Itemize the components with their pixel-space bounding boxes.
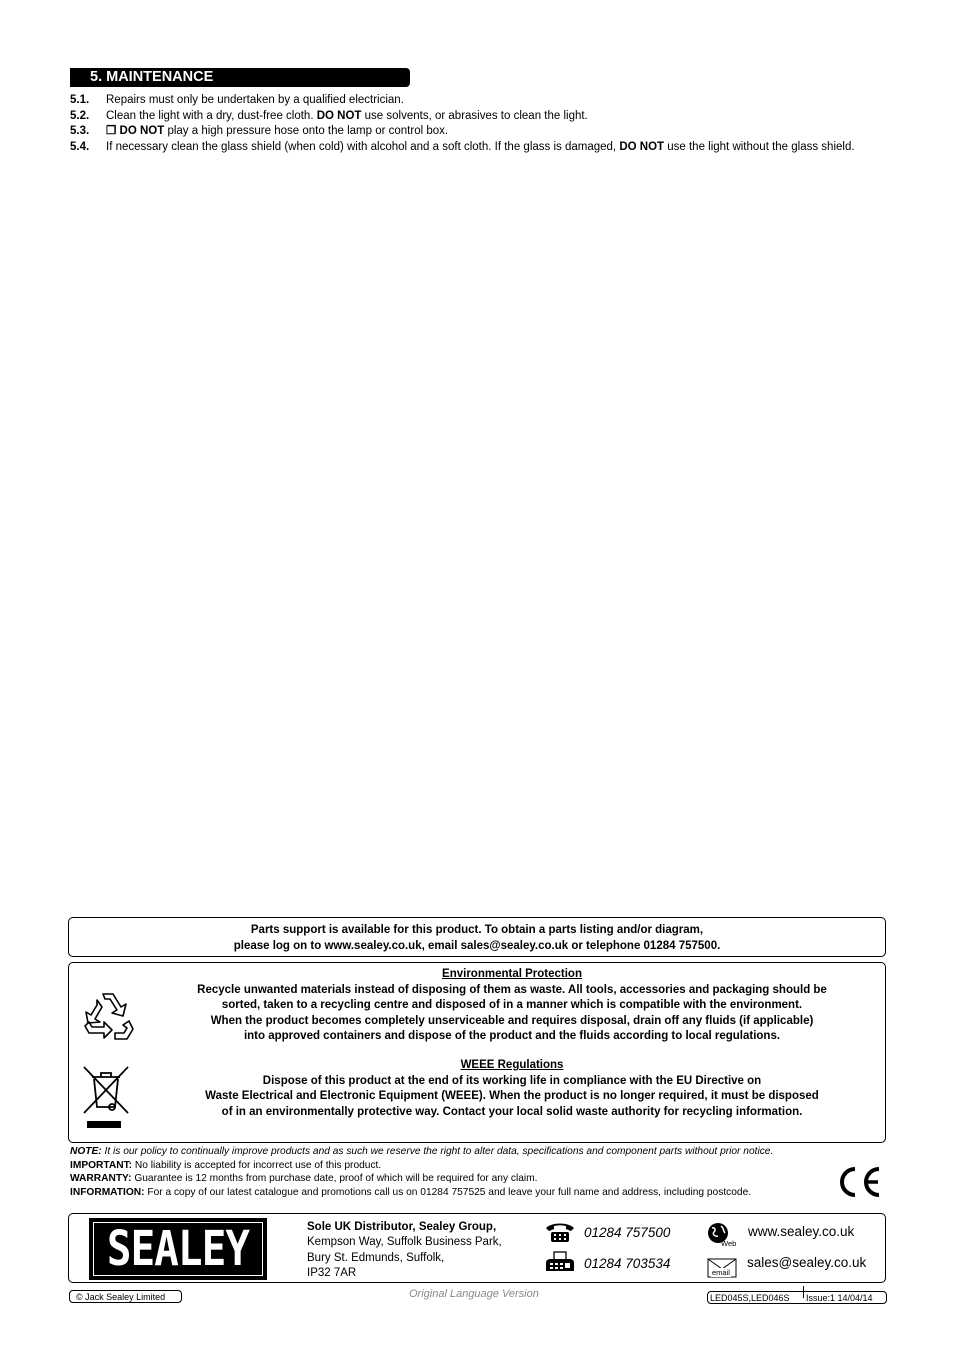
note-text: No liability is accepted for incorrect use of this product. bbox=[132, 1159, 382, 1171]
item-text-bold: DO NOT bbox=[619, 140, 665, 153]
note-label: INFORMATION: bbox=[70, 1186, 145, 1198]
fax-number: 01284 703534 bbox=[584, 1256, 671, 1271]
parts-support-box bbox=[68, 917, 886, 957]
address-line: IP32 7AR bbox=[307, 1266, 357, 1279]
distributor-name: Sole UK Distributor, Sealey Group, bbox=[307, 1221, 497, 1233]
box-glyph-icon: ❒ bbox=[106, 125, 117, 137]
note-line bbox=[70, 1186, 840, 1200]
environment-box bbox=[68, 962, 886, 1143]
weee-line: of in an environmentally protective way. Contact your local solid waste authority for recycling information. bbox=[221, 1105, 803, 1118]
maintenance-list bbox=[70, 93, 885, 155]
language-version: Original Language Version bbox=[409, 1288, 539, 1300]
web-icon-label: Web bbox=[721, 1239, 737, 1248]
item-text-part: play a high pressure hose onto the lamp or control box. bbox=[164, 125, 449, 137]
note-label: IMPORTANT: bbox=[70, 1159, 133, 1171]
website-link[interactable]: www.sealey.co.uk bbox=[748, 1224, 855, 1239]
item-text-part: Clean the light with a dry, dust-free cloth. bbox=[106, 109, 317, 122]
note-line bbox=[70, 1159, 840, 1173]
item-text bbox=[106, 124, 885, 140]
email-icon-label: email bbox=[712, 1268, 730, 1277]
item-text-part: If necessary clean the glass shield (when cold) with alcohol and a soft cloth. If the glass is damaged, bbox=[106, 140, 620, 153]
item-text-bold: DO NOT bbox=[316, 109, 362, 122]
parts-support-line: please log on to www.sealey.co.uk, email sales@sealey.co.uk or telephone 01284 757500. bbox=[233, 939, 721, 952]
list-item bbox=[70, 124, 885, 140]
logo-text: SEALEY bbox=[106, 1221, 250, 1277]
list-item bbox=[70, 140, 885, 156]
environment-text bbox=[147, 967, 877, 1045]
item-text-part: use solvents, or abrasives to clean the light. bbox=[361, 109, 588, 122]
sealey-logo bbox=[89, 1218, 267, 1280]
item-text-part: use the light without the glass shield. bbox=[664, 140, 855, 153]
environment-line: into approved containers and dispose of the product and the fluids according to local regulations. bbox=[243, 1030, 781, 1042]
weee-line: Waste Electrical and Electronic Equipment (WEEE). When the product is no longer required, it must be disposed bbox=[205, 1090, 819, 1102]
parts-support-line: Parts support is available for this product. To obtain a parts listing and/or diagram, bbox=[250, 924, 704, 936]
environment-line: When the product becomes completely unserviceable and requires disposal, drain off any fluids (if applicable) bbox=[210, 1014, 814, 1027]
copyright: © Jack Sealey Limited bbox=[69, 1290, 182, 1303]
note-label: WARRANTY: bbox=[70, 1173, 132, 1184]
item-number: 5.3. bbox=[70, 125, 90, 137]
item-number: 5.2. bbox=[70, 109, 90, 122]
ce-mark-icon bbox=[836, 1164, 882, 1200]
email-link[interactable]: sales@sealey.co.uk bbox=[747, 1255, 867, 1270]
weee-text bbox=[147, 1058, 877, 1120]
environment-title: Environmental Protection bbox=[442, 968, 582, 980]
note-text: For a copy of our latest catalogue and promotions call us on 01284 757525 and leave your full name and address, including postcode. bbox=[144, 1186, 752, 1198]
item-text bbox=[106, 109, 885, 125]
model-number: LED045S,LED046S bbox=[710, 1293, 790, 1303]
address-line: Kempson Way, Suffolk Business Park, bbox=[307, 1236, 502, 1249]
item-number: 5.4. bbox=[70, 140, 90, 153]
phone-number: 01284 757500 bbox=[584, 1225, 671, 1240]
item-text bbox=[106, 140, 885, 156]
distributor-address bbox=[307, 1220, 502, 1281]
issue-info: Issue:1 14/04/14 bbox=[806, 1293, 873, 1303]
weee-line: Dispose of this product at the end of its working life in compliance with the EU Directive on bbox=[262, 1074, 762, 1087]
item-text-bold: DO NOT bbox=[119, 125, 165, 137]
divider bbox=[803, 1286, 804, 1298]
telephone-icon bbox=[544, 1221, 576, 1243]
address-line: Bury St. Edmunds, Suffolk, bbox=[307, 1251, 445, 1264]
fax-icon bbox=[544, 1251, 576, 1273]
item-text: Repairs must only be undertaken by a qualified electrician. bbox=[106, 94, 404, 106]
note-label: NOTE: bbox=[70, 1146, 102, 1157]
list-item bbox=[70, 109, 885, 125]
model-issue-box bbox=[707, 1291, 887, 1304]
notes-block bbox=[70, 1145, 840, 1199]
note-line bbox=[70, 1172, 840, 1186]
weee-bin-icon bbox=[81, 1063, 131, 1133]
environment-line: sorted, taken to a recycling centre and disposed of in a manner which is compatible with the environment. bbox=[221, 999, 803, 1011]
environment-line: Recycle unwanted materials instead of disposing of them as waste. All tools, accessories and packaging should be bbox=[197, 983, 827, 996]
weee-title: WEEE Regulations bbox=[460, 1059, 564, 1071]
note-text: It is our policy to continually improve products and as such we reserve the right to alter data, specifications and component parts without prior notice. bbox=[101, 1146, 774, 1157]
list-item bbox=[70, 93, 885, 109]
note-text: Guarantee is 12 months from purchase date, proof of which will be required for any claim. bbox=[131, 1173, 538, 1184]
item-number: 5.1. bbox=[70, 94, 90, 106]
section-title: 5. MAINTENANCE bbox=[70, 68, 410, 87]
recycle-icon bbox=[79, 988, 137, 1046]
note-line bbox=[70, 1145, 840, 1159]
